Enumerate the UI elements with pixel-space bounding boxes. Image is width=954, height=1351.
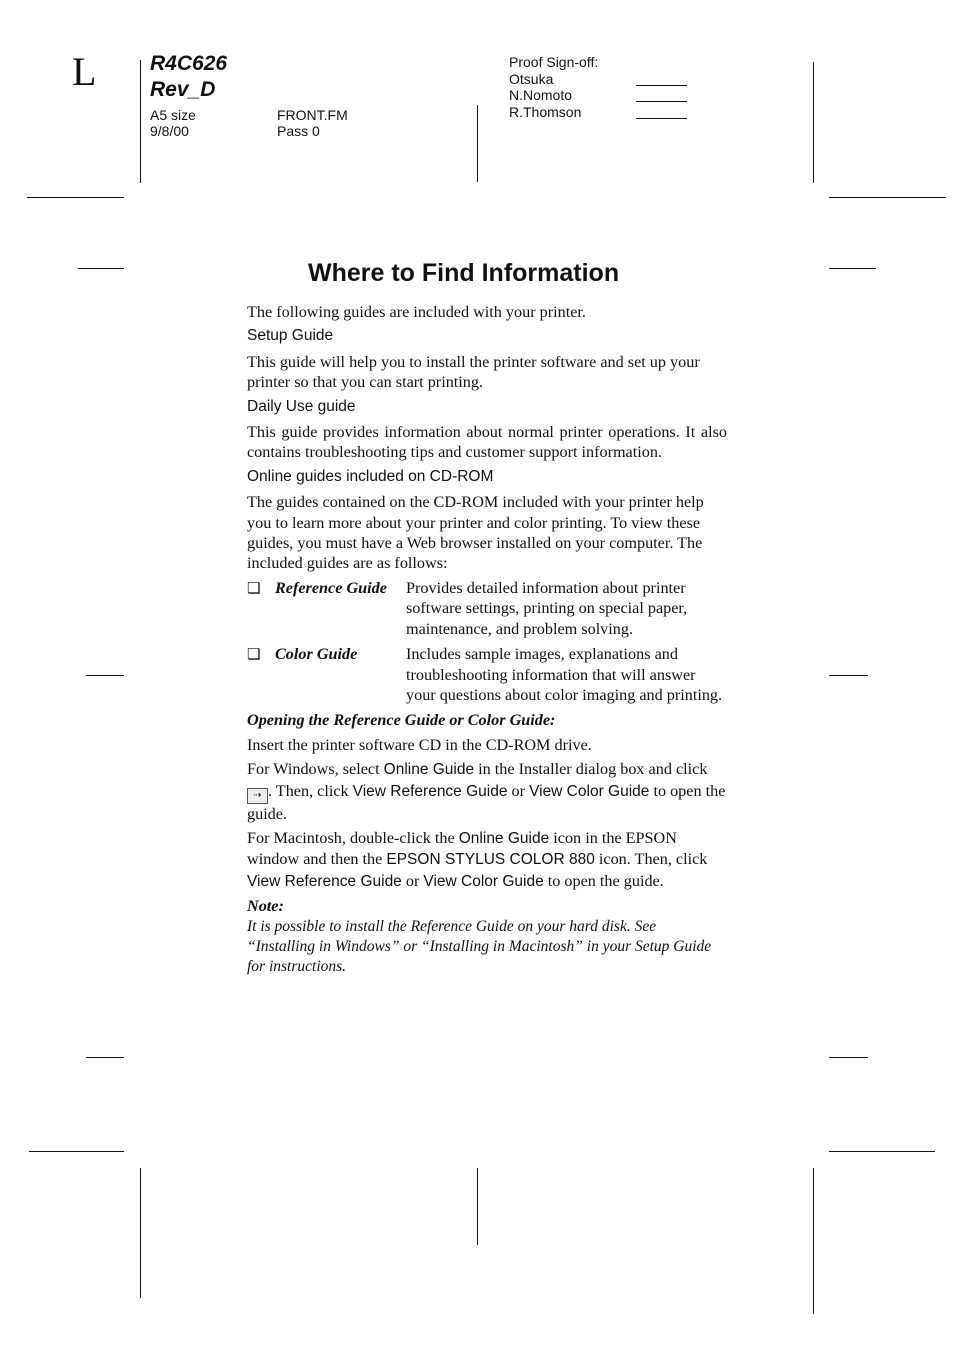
setup-guide-text: This guide will help you to install the printer software and set up your printer so that you can start printing. (247, 352, 700, 392)
ui-term: View Color Guide (423, 872, 544, 890)
text-run: icon. Then, click (594, 850, 708, 869)
signature-line (636, 101, 687, 102)
crop-mark (29, 1151, 124, 1152)
crop-mark (477, 105, 478, 182)
daily-use-guide-text: This guide provides information about normal printer operations. It also contains troubleshooting tips and customer support information. (247, 423, 727, 462)
crop-mark (86, 1057, 124, 1058)
guide-description: Includes sample images, explanations and troubleshooting information that will answer your questions about color imaging and printing. (406, 645, 723, 704)
crop-mark (813, 1168, 814, 1314)
signature-line (636, 118, 687, 119)
checkbox-bullet-icon: ❏ (247, 578, 261, 597)
guide-name: Reference Guide (275, 578, 387, 597)
crop-mark (86, 675, 124, 676)
crop-mark (829, 197, 946, 198)
online-guides-text: The guides contained on the CD-ROM included with your printer help you to learn more about your printer and color printing. To view these guides, you must have a Web browser installed on your computer. The included guides are as follows: (247, 493, 704, 573)
ui-term: View Reference Guide (247, 872, 402, 890)
insert-cd-text: Insert the printer software CD in the CD-ROM drive. (247, 735, 592, 754)
list-item (247, 578, 727, 639)
text-run: in the Installer dialog box and click (474, 760, 708, 779)
text-run: For Windows, select (247, 760, 384, 779)
note-text: It is possible to install the Reference Guide on your hard disk. See “Installing in Windows” or “Installing in Macintosh” in your Setup Guide for instructions. (247, 917, 712, 976)
windows-instructions (247, 759, 727, 824)
ui-term: EPSON STYLUS COLOR 880 (386, 851, 595, 869)
crop-mark (27, 197, 124, 198)
proof-signoff-label: Proof Sign-off: (509, 54, 599, 70)
text-run: or (401, 871, 424, 890)
ui-term: Online Guide (458, 829, 550, 847)
ui-term: Online Guide (383, 761, 475, 779)
paper-size: A5 size (150, 107, 196, 123)
list-item (247, 644, 727, 705)
macintosh-instructions (247, 828, 727, 892)
main-content (247, 302, 727, 982)
setup-guide-heading: Setup Guide (247, 327, 334, 345)
crop-mark (829, 1151, 935, 1152)
crop-mark (829, 675, 868, 676)
text-run: . Then, click (268, 781, 353, 800)
crop-mark (829, 268, 876, 269)
text-run: or (507, 781, 530, 800)
signer-name: R.Thomson (509, 104, 582, 120)
crop-mark (829, 1057, 868, 1058)
daily-use-guide-heading: Daily Use guide (247, 397, 356, 415)
online-guides-heading: Online guides included on CD-ROM (247, 467, 494, 485)
checkbox-bullet-icon: ❏ (247, 645, 261, 664)
file-name: FRONT.FM (277, 107, 348, 123)
crop-mark (140, 60, 141, 183)
crop-mark (813, 62, 814, 183)
page-title: Where to Find Information (308, 259, 620, 287)
revision: Rev_D (150, 78, 216, 101)
signer-name: N.Nomoto (509, 87, 573, 103)
crop-mark (140, 1168, 141, 1298)
opening-heading: Opening the Reference Guide or Color Guide: (247, 711, 556, 730)
crop-mark (477, 1168, 478, 1245)
side-letter: L (72, 49, 97, 94)
arrow-button-icon: ⇢ (247, 788, 268, 804)
guide-description: Provides detailed information about printer software settings, printing on special paper, maintenance, and problem solving. (406, 578, 688, 638)
note-label: Note: (247, 897, 284, 916)
text-run: to open the guide. (247, 781, 726, 823)
intro-text: The following guides are included with your printer. (247, 303, 586, 321)
signer-name: Otsuka (509, 71, 554, 87)
date: 9/8/00 (150, 123, 189, 139)
model-number: R4C626 (150, 52, 228, 75)
pass-number: Pass 0 (277, 123, 320, 139)
text-run: For Macintosh, double-click the (247, 828, 459, 847)
ui-term: View Reference Guide (352, 782, 508, 800)
text-run: to open the guide. (543, 871, 664, 890)
ui-term: View Color Guide (529, 782, 650, 800)
guide-name: Color Guide (275, 645, 358, 664)
crop-mark (78, 268, 124, 269)
text-run: icon in the EPSON window and then the (247, 828, 677, 869)
signature-line (636, 85, 687, 86)
